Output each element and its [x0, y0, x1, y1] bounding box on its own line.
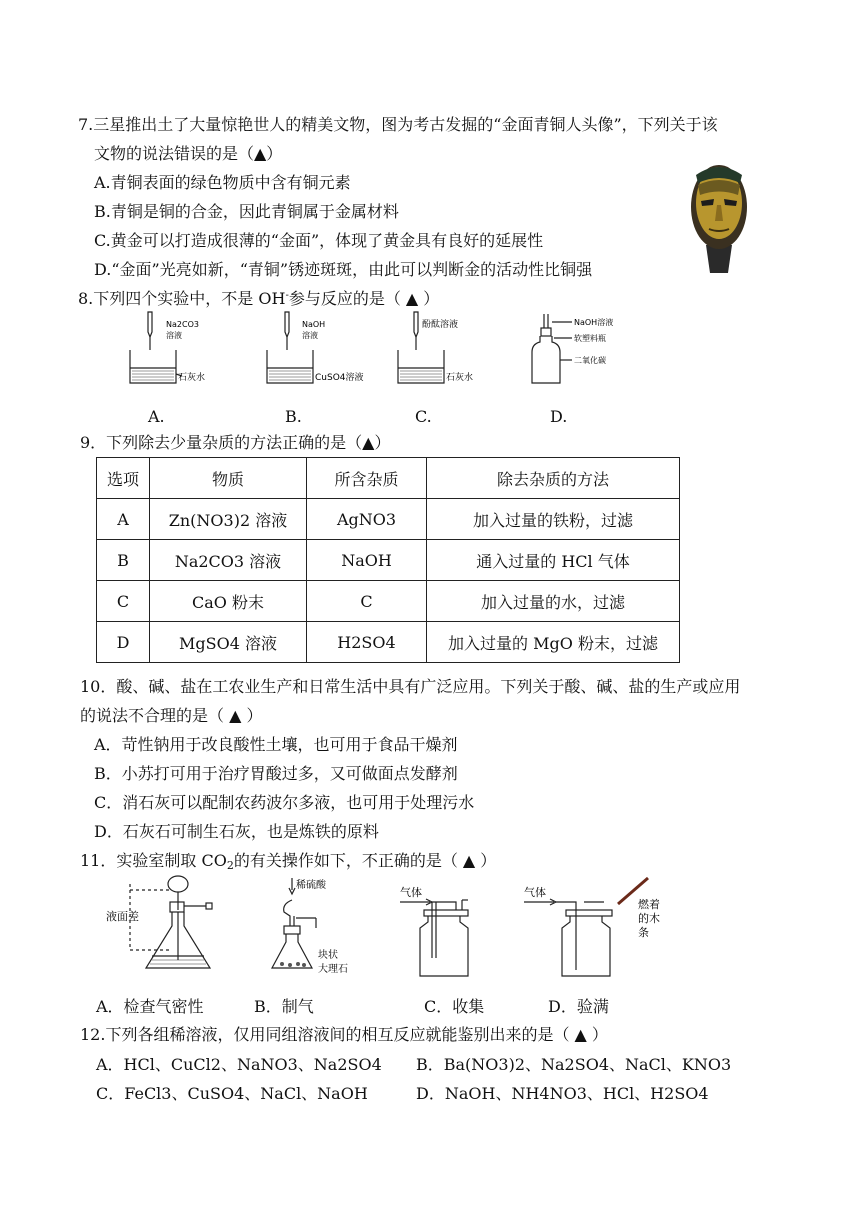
q12-option-c: C．FeCl3、CuSO4、NaCl、NaOH	[96, 1084, 368, 1103]
table-cell: 加入过量的 MgO 粉末，过滤	[427, 622, 680, 663]
q10-stem-line1: 10．酸、碱、盐在工农业生产和日常生活中具有广泛应用。下列关于酸、碱、盐的生产或应用	[80, 677, 741, 696]
table-header-cell: 选项	[97, 458, 150, 499]
q11-label-stick2: 的木	[638, 912, 660, 925]
q12-option-b: B．Ba(NO3)2、Na2SO4、NaCl、KNO3	[416, 1055, 732, 1074]
q8-label-c: C.	[415, 407, 432, 426]
q11-label-solid1: 块状	[318, 950, 338, 961]
q8-b-beaker-label: CuSO4溶液	[315, 373, 364, 383]
q11-fig-d	[524, 899, 612, 976]
q7-stem-line1: 7.三星推出土了大量惊艳世人的精美文物，图为考古发掘的“金面青铜人头像”，下列关于该	[78, 115, 718, 134]
q8-a-dropper-label2: 溶液	[166, 331, 182, 340]
table-cell: C	[97, 581, 150, 622]
table-cell: AgNO3	[307, 499, 427, 540]
q11-option-a: A．检查气密性	[96, 997, 204, 1016]
q8-c-beaker-label: 石灰水	[446, 373, 474, 383]
table-cell: H2SO4	[307, 622, 427, 663]
table-header-cell: 物质	[150, 458, 307, 499]
q7-option-a: A.青铜表面的绿色物质中含有铜元素	[94, 173, 351, 192]
q8-d-label3: 二氧化碳	[574, 356, 606, 365]
table-cell: 加入过量的铁粉，过滤	[427, 499, 680, 540]
q11-label-stick1: 燃着	[638, 898, 660, 911]
q7-stem-line2: 文物的说法错误的是（▲）	[94, 144, 283, 163]
q10-option-a: A．苛性钠用于改良酸性土壤，也可用于食品干燥剂	[94, 735, 458, 754]
q11-option-c: C．收集	[424, 997, 485, 1016]
q8-c-dropper-label: 酚酞溶液	[422, 320, 459, 330]
q8-a-beaker-label: 石灰水	[178, 373, 206, 383]
q8-d-label1: NaOH溶液	[574, 318, 614, 327]
q8-label-b: B.	[285, 407, 302, 426]
q8-label-d: D.	[550, 407, 568, 426]
table-cell: Zn(NO3)2 溶液	[150, 499, 307, 540]
q8-d-label2: 软塑料瓶	[574, 334, 606, 343]
table-row	[97, 499, 680, 540]
table-cell: C	[307, 581, 427, 622]
q10-option-c: C．消石灰可以配制农药波尔多液，也可用于处理污水	[94, 793, 475, 812]
bronze-head-image	[684, 155, 754, 277]
table-cell: A	[97, 499, 150, 540]
table-cell: 加入过量的水，过滤	[427, 581, 680, 622]
q11-label-gas2: 气体	[524, 886, 546, 899]
table-cell: 通入过量的 HCl 气体	[427, 540, 680, 581]
q10-option-b: B．小苏打可用于治疗胃酸过多，又可做面点发酵剂	[94, 764, 458, 783]
q7-option-c: C.黄金可以打造成很薄的“金面”，体现了黄金具有良好的延展性	[94, 231, 544, 250]
q9-stem: 9．下列除去少量杂质的方法正确的是（▲）	[80, 433, 391, 452]
q12-option-a: A．HCl、CuCl2、NaNO3、Na2SO4	[96, 1055, 382, 1074]
q11-label-level: 液面差	[106, 910, 139, 923]
q11-label-gas1: 气体	[400, 886, 422, 899]
q12-option-d: D．NaOH、NH4NO3、HCl、H2SO4	[416, 1084, 709, 1103]
q10-stem-line2: 的说法不合理的是（ ▲ ）	[80, 706, 263, 725]
table-header-row	[97, 458, 680, 499]
q7-option-b: B.青铜是铜的合金，因此青铜属于金属材料	[94, 202, 399, 221]
q11-label-stick3: 条	[638, 926, 649, 939]
table-row	[97, 622, 680, 663]
q11-option-b: B．制气	[254, 997, 314, 1016]
table-cell: D	[97, 622, 150, 663]
table-row	[97, 581, 680, 622]
q11-apparatus-figures	[106, 872, 686, 982]
table-cell: MgSO4 溶液	[150, 622, 307, 663]
table-header-cell: 除去杂质的方法	[427, 458, 680, 499]
q11-label-solid2: 大理石	[318, 964, 348, 975]
q11-fig-c	[400, 899, 468, 976]
q8-b-dropper-label1: NaOH	[302, 320, 326, 329]
q11-fig-b	[272, 878, 316, 968]
q8-fig-d	[532, 314, 572, 383]
q8-b-dropper-label2: 溶液	[302, 331, 318, 340]
q8-a-dropper-label1: Na2CO3	[166, 320, 199, 329]
q11-option-d: D．验满	[548, 997, 609, 1016]
table-cell: CaO 粉末	[150, 581, 307, 622]
q11-fig-a	[130, 876, 212, 968]
q9-table	[96, 457, 680, 663]
q8-stem: 8.下列四个实验中，不是 OH-参与反应的是（ ▲ ）	[78, 289, 440, 308]
q8-label-a: A.	[148, 407, 165, 426]
table-header-cell: 所含杂质	[307, 458, 427, 499]
q11-label-acid: 稀硫酸	[296, 880, 326, 891]
q8-experiment-figures	[120, 310, 640, 400]
table-row	[97, 540, 680, 581]
table-cell: B	[97, 540, 150, 581]
q7-option-d: D.“金面”光亮如新，“青铜”锈迹斑斑，由此可以判断金的活动性比铜强	[94, 260, 593, 279]
table-cell: NaOH	[307, 540, 427, 581]
q12-stem: 12.下列各组稀溶液，仅用同组溶液间的相互反应就能鉴别出来的是（ ▲ ）	[80, 1025, 608, 1044]
table-cell: Na2CO3 溶液	[150, 540, 307, 581]
q11-stem: 11．实验室制取 $CO_2$的有关操作如下，不正确的是（ ▲ ）	[80, 851, 497, 872]
q10-option-d: D．石灰石可制生石灰，也是炼铁的原料	[94, 822, 379, 841]
